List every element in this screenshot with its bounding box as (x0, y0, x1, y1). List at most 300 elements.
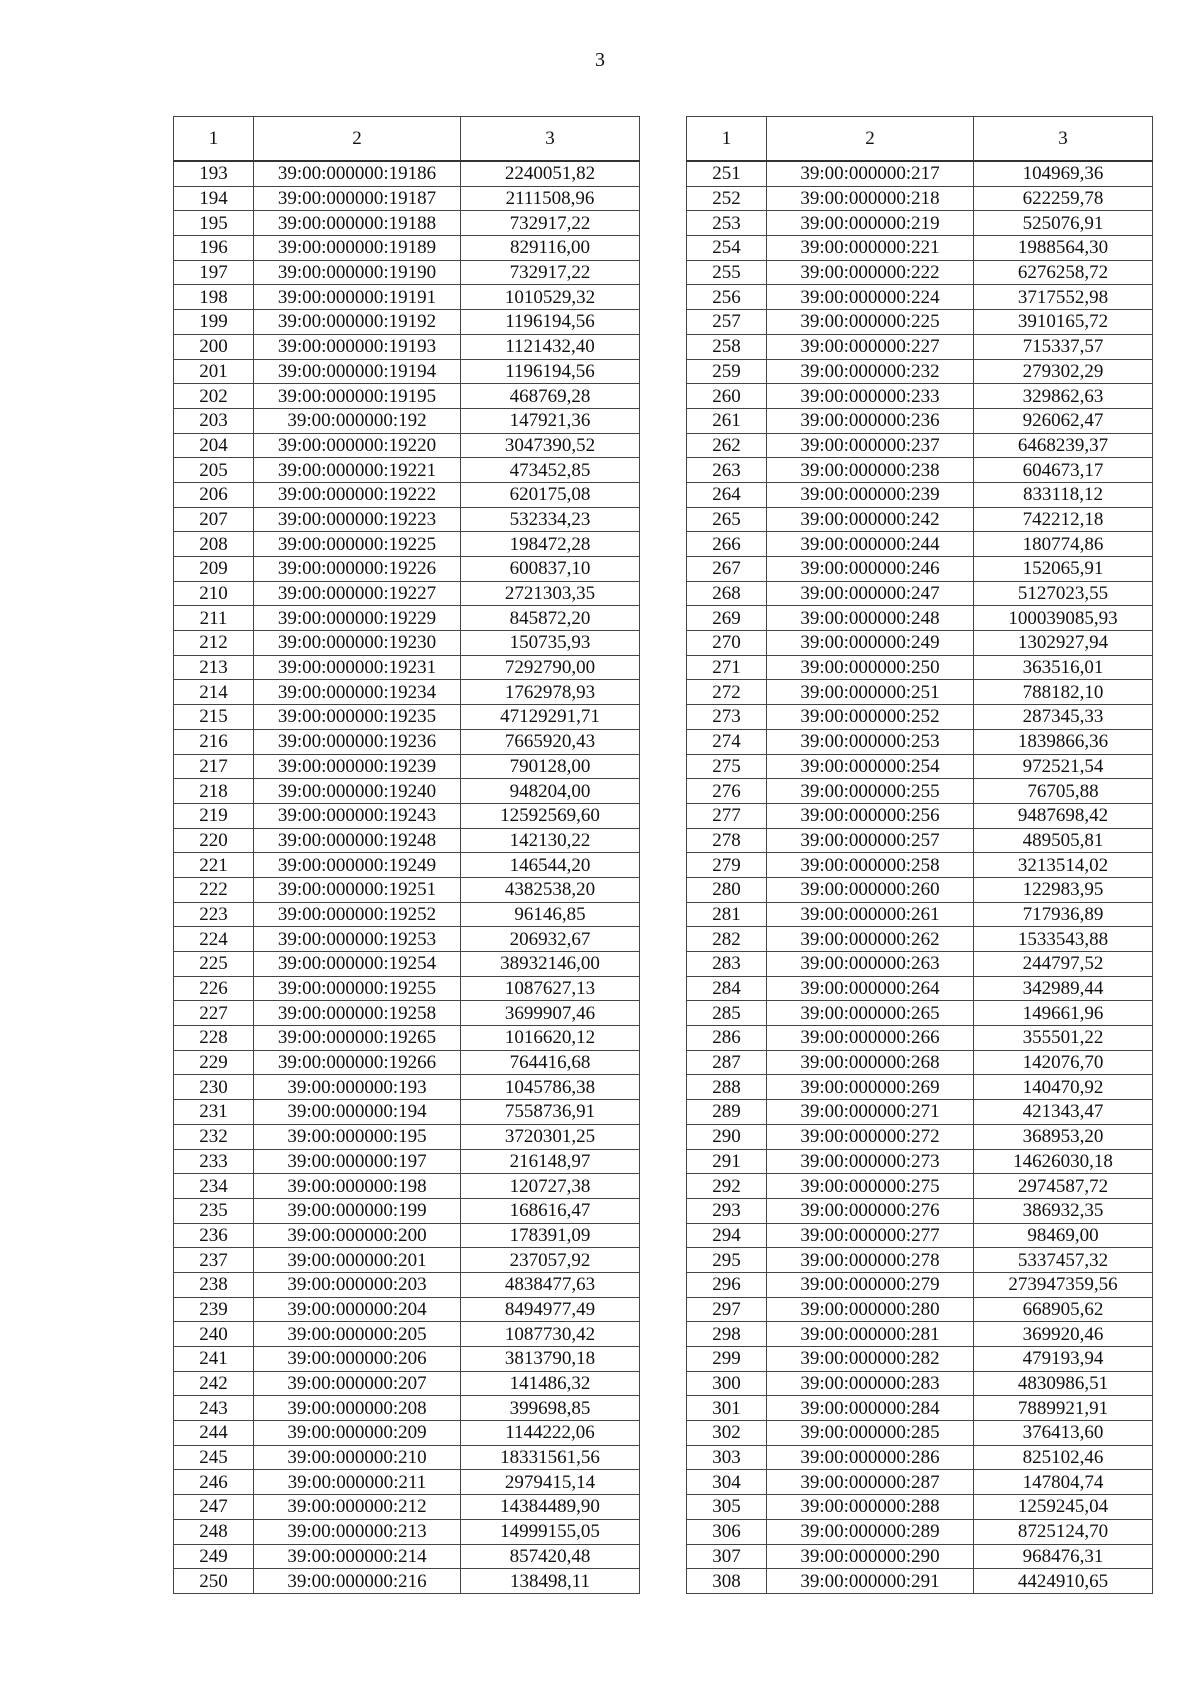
row-number-cell: 213 (174, 655, 254, 680)
table-row (174, 1026, 640, 1051)
table-row (687, 927, 1153, 952)
table-row (687, 1445, 1153, 1470)
value-cell: 147804,74 (974, 1470, 1153, 1495)
value-cell: 1010529,32 (461, 285, 640, 310)
value-cell: 3699907,46 (461, 1001, 640, 1026)
value-cell: 98469,00 (974, 1223, 1153, 1248)
value-cell: 7889921,91 (974, 1396, 1153, 1421)
cadastral-id-cell: 39:00:000000:212 (254, 1495, 461, 1520)
cadastral-id-cell: 39:00:000000:258 (767, 853, 974, 878)
row-number-cell: 308 (687, 1569, 767, 1594)
table-row (174, 433, 640, 458)
row-number-cell: 243 (174, 1396, 254, 1421)
table-row (174, 1272, 640, 1297)
cadastral-id-cell: 39:00:000000:242 (767, 507, 974, 532)
row-number-cell: 238 (174, 1272, 254, 1297)
value-cell: 1839866,36 (974, 729, 1153, 754)
cadastral-id-cell: 39:00:000000:280 (767, 1297, 974, 1322)
row-number-cell: 273 (687, 705, 767, 730)
value-cell: 2974587,72 (974, 1174, 1153, 1199)
row-number-cell: 282 (687, 927, 767, 952)
row-number-cell: 254 (687, 236, 767, 261)
table-row (174, 1347, 640, 1372)
cadastral-id-cell: 39:00:000000:279 (767, 1272, 974, 1297)
cadastral-id-cell: 39:00:000000:217 (767, 161, 974, 186)
table-row (687, 1569, 1153, 1594)
value-cell: 2111508,96 (461, 186, 640, 211)
cadastral-id-cell: 39:00:000000:282 (767, 1347, 974, 1372)
column-header-number: 1 (687, 117, 767, 162)
table-row (687, 433, 1153, 458)
row-number-cell: 274 (687, 729, 767, 754)
value-cell: 968476,31 (974, 1544, 1153, 1569)
value-cell: 355501,22 (974, 1026, 1153, 1051)
value-cell: 5127023,55 (974, 581, 1153, 606)
row-number-cell: 247 (174, 1495, 254, 1520)
table-row (687, 655, 1153, 680)
value-cell: 833118,12 (974, 482, 1153, 507)
row-number-cell: 206 (174, 482, 254, 507)
cadastral-id-cell: 39:00:000000:218 (767, 186, 974, 211)
row-number-cell: 221 (174, 853, 254, 878)
table-row (174, 532, 640, 557)
table-row (174, 1124, 640, 1149)
table-row (687, 458, 1153, 483)
row-number-cell: 246 (174, 1470, 254, 1495)
row-number-cell: 297 (687, 1297, 767, 1322)
row-number-cell: 288 (687, 1075, 767, 1100)
row-number-cell: 250 (174, 1569, 254, 1594)
row-number-cell: 283 (687, 952, 767, 977)
cadastral-id-cell: 39:00:000000:277 (767, 1223, 974, 1248)
cadastral-id-cell: 39:00:000000:283 (767, 1371, 974, 1396)
row-number-cell: 193 (174, 161, 254, 186)
cadastral-id-cell: 39:00:000000:19227 (254, 581, 461, 606)
row-number-cell: 270 (687, 631, 767, 656)
value-cell: 142130,22 (461, 828, 640, 853)
row-number-cell: 276 (687, 779, 767, 804)
value-cell: 3813790,18 (461, 1347, 640, 1372)
table-row (174, 384, 640, 409)
row-number-cell: 280 (687, 877, 767, 902)
cadastral-id-cell: 39:00:000000:276 (767, 1198, 974, 1223)
value-cell: 7558736,91 (461, 1100, 640, 1125)
table-row (174, 1421, 640, 1446)
value-cell: 845872,20 (461, 606, 640, 631)
cadastral-id-cell: 39:00:000000:19192 (254, 310, 461, 335)
table-row (687, 828, 1153, 853)
cadastral-id-cell: 39:00:000000:219 (767, 211, 974, 236)
row-number-cell: 260 (687, 384, 767, 409)
row-number-cell: 294 (687, 1223, 767, 1248)
table-row (687, 1396, 1153, 1421)
table-row (687, 1297, 1153, 1322)
row-number-cell: 296 (687, 1272, 767, 1297)
table-row (174, 310, 640, 335)
row-number-cell: 237 (174, 1248, 254, 1273)
table-row (174, 1198, 640, 1223)
cadastral-id-cell: 39:00:000000:216 (254, 1569, 461, 1594)
value-cell: 4382538,20 (461, 877, 640, 902)
table-row (687, 557, 1153, 582)
value-cell: 1259245,04 (974, 1495, 1153, 1520)
value-cell: 376413,60 (974, 1421, 1153, 1446)
table-row (687, 1371, 1153, 1396)
row-number-cell: 225 (174, 952, 254, 977)
table-row (174, 853, 640, 878)
value-cell: 146544,20 (461, 853, 640, 878)
value-cell: 18331561,56 (461, 1445, 640, 1470)
cadastral-id-cell: 39:00:000000:285 (767, 1421, 974, 1446)
table-row (174, 482, 640, 507)
table-row (687, 1223, 1153, 1248)
row-number-cell: 202 (174, 384, 254, 409)
row-number-cell: 207 (174, 507, 254, 532)
value-cell: 198472,28 (461, 532, 640, 557)
value-cell: 489505,81 (974, 828, 1153, 853)
table-row (174, 952, 640, 977)
cadastral-id-cell: 39:00:000000:237 (767, 433, 974, 458)
row-number-cell: 240 (174, 1322, 254, 1347)
cadastral-id-cell: 39:00:000000:221 (767, 236, 974, 261)
cadastral-id-cell: 39:00:000000:19189 (254, 236, 461, 261)
row-number-cell: 233 (174, 1149, 254, 1174)
value-cell: 825102,46 (974, 1445, 1153, 1470)
row-number-cell: 299 (687, 1347, 767, 1372)
table-row (174, 260, 640, 285)
value-cell: 363516,01 (974, 655, 1153, 680)
value-cell: 6276258,72 (974, 260, 1153, 285)
table-row (174, 1445, 640, 1470)
row-number-cell: 290 (687, 1124, 767, 1149)
table-row (174, 161, 640, 186)
value-cell: 12592569,60 (461, 803, 640, 828)
value-cell: 6468239,37 (974, 433, 1153, 458)
cadastral-id-cell: 39:00:000000:19252 (254, 902, 461, 927)
cadastral-id-cell: 39:00:000000:211 (254, 1470, 461, 1495)
value-cell: 2240051,82 (461, 161, 640, 186)
value-cell: 14626030,18 (974, 1149, 1153, 1174)
row-number-cell: 298 (687, 1322, 767, 1347)
table-row (687, 186, 1153, 211)
cadastral-id-cell: 39:00:000000:194 (254, 1100, 461, 1125)
cadastral-id-cell: 39:00:000000:286 (767, 1445, 974, 1470)
row-number-cell: 292 (687, 1174, 767, 1199)
value-cell: 1533543,88 (974, 927, 1153, 952)
value-cell: 1196194,56 (461, 310, 640, 335)
cadastral-id-cell: 39:00:000000:222 (767, 260, 974, 285)
cadastral-id-cell: 39:00:000000:200 (254, 1223, 461, 1248)
row-number-cell: 223 (174, 902, 254, 927)
value-cell: 764416,68 (461, 1050, 640, 1075)
cadastral-id-cell: 39:00:000000:256 (767, 803, 974, 828)
row-number-cell: 264 (687, 482, 767, 507)
value-cell: 142076,70 (974, 1050, 1153, 1075)
cadastral-id-cell: 39:00:000000:19195 (254, 384, 461, 409)
value-cell: 717936,89 (974, 902, 1153, 927)
row-number-cell: 199 (174, 310, 254, 335)
table-row (687, 680, 1153, 705)
value-cell: 3717552,98 (974, 285, 1153, 310)
cadastral-id-cell: 39:00:000000:19223 (254, 507, 461, 532)
cadastral-id-cell: 39:00:000000:260 (767, 877, 974, 902)
cadastral-id-cell: 39:00:000000:204 (254, 1297, 461, 1322)
cadastral-id-cell: 39:00:000000:19194 (254, 359, 461, 384)
table-row (174, 507, 640, 532)
cadastral-id-cell: 39:00:000000:19235 (254, 705, 461, 730)
row-number-cell: 201 (174, 359, 254, 384)
table-header-row (687, 117, 1153, 162)
row-number-cell: 295 (687, 1248, 767, 1273)
cadastral-id-cell: 39:00:000000:208 (254, 1396, 461, 1421)
value-cell: 1302927,94 (974, 631, 1153, 656)
row-number-cell: 306 (687, 1519, 767, 1544)
value-cell: 421343,47 (974, 1100, 1153, 1125)
value-cell: 138498,11 (461, 1569, 640, 1594)
value-cell: 479193,94 (974, 1347, 1153, 1372)
table-row (687, 705, 1153, 730)
value-cell: 1144222,06 (461, 1421, 640, 1446)
row-number-cell: 236 (174, 1223, 254, 1248)
row-number-cell: 196 (174, 236, 254, 261)
table-row (687, 408, 1153, 433)
value-cell: 180774,86 (974, 532, 1153, 557)
cadastral-id-cell: 39:00:000000:197 (254, 1149, 461, 1174)
row-number-cell: 234 (174, 1174, 254, 1199)
row-number-cell: 195 (174, 211, 254, 236)
row-number-cell: 252 (687, 186, 767, 211)
row-number-cell: 301 (687, 1396, 767, 1421)
table-row (687, 334, 1153, 359)
row-number-cell: 214 (174, 680, 254, 705)
value-cell: 399698,85 (461, 1396, 640, 1421)
cadastral-id-cell: 39:00:000000:290 (767, 1544, 974, 1569)
table-row (174, 557, 640, 582)
cadastral-id-cell: 39:00:000000:250 (767, 655, 974, 680)
value-cell: 829116,00 (461, 236, 640, 261)
table-row (687, 853, 1153, 878)
row-number-cell: 245 (174, 1445, 254, 1470)
cadastral-id-cell: 39:00:000000:255 (767, 779, 974, 804)
value-cell: 4830986,51 (974, 1371, 1153, 1396)
value-cell: 369920,46 (974, 1322, 1153, 1347)
value-cell: 38932146,00 (461, 952, 640, 977)
table-row (174, 1297, 640, 1322)
row-number-cell: 293 (687, 1198, 767, 1223)
row-number-cell: 271 (687, 655, 767, 680)
row-number-cell: 239 (174, 1297, 254, 1322)
value-cell: 168616,47 (461, 1198, 640, 1223)
value-cell: 604673,17 (974, 458, 1153, 483)
value-cell: 8725124,70 (974, 1519, 1153, 1544)
value-cell: 5337457,32 (974, 1248, 1153, 1273)
value-cell: 152065,91 (974, 557, 1153, 582)
table-row (174, 211, 640, 236)
cadastral-id-cell: 39:00:000000:198 (254, 1174, 461, 1199)
column-header-value: 3 (461, 117, 640, 162)
cadastral-id-cell: 39:00:000000:19248 (254, 828, 461, 853)
table-row (687, 877, 1153, 902)
row-number-cell: 242 (174, 1371, 254, 1396)
cadastral-id-cell: 39:00:000000:291 (767, 1569, 974, 1594)
table-row (687, 779, 1153, 804)
table-row (174, 186, 640, 211)
table-row (174, 236, 640, 261)
value-cell: 273947359,56 (974, 1272, 1153, 1297)
cadastral-id-cell: 39:00:000000:268 (767, 1050, 974, 1075)
value-cell: 279302,29 (974, 359, 1153, 384)
cadastral-id-cell: 39:00:000000:289 (767, 1519, 974, 1544)
table-row (687, 1519, 1153, 1544)
table-row (687, 803, 1153, 828)
cadastral-id-cell: 39:00:000000:19234 (254, 680, 461, 705)
table-row (687, 532, 1153, 557)
row-number-cell: 303 (687, 1445, 767, 1470)
table-row (687, 976, 1153, 1001)
table-row (174, 359, 640, 384)
table-row (174, 705, 640, 730)
table-row (687, 310, 1153, 335)
row-number-cell: 217 (174, 754, 254, 779)
table-row (687, 507, 1153, 532)
row-number-cell: 241 (174, 1347, 254, 1372)
table-row (687, 285, 1153, 310)
table-row (687, 260, 1153, 285)
cadastral-id-cell: 39:00:000000:287 (767, 1470, 974, 1495)
row-number-cell: 205 (174, 458, 254, 483)
value-cell: 2721303,35 (461, 581, 640, 606)
row-number-cell: 253 (687, 211, 767, 236)
value-cell: 1121432,40 (461, 334, 640, 359)
value-cell: 600837,10 (461, 557, 640, 582)
cadastral-id-cell: 39:00:000000:214 (254, 1544, 461, 1569)
table-row (174, 976, 640, 1001)
row-number-cell: 287 (687, 1050, 767, 1075)
value-cell: 525076,91 (974, 211, 1153, 236)
table-row (174, 1569, 640, 1594)
value-cell: 4424910,65 (974, 1569, 1153, 1594)
value-cell: 342989,44 (974, 976, 1153, 1001)
cadastral-id-cell: 39:00:000000:281 (767, 1322, 974, 1347)
cadastral-id-cell: 39:00:000000:210 (254, 1445, 461, 1470)
cadastral-id-cell: 39:00:000000:254 (767, 754, 974, 779)
table-row (687, 1124, 1153, 1149)
cadastral-id-cell: 39:00:000000:19188 (254, 211, 461, 236)
cadastral-id-cell: 39:00:000000:203 (254, 1272, 461, 1297)
row-number-cell: 229 (174, 1050, 254, 1075)
cadastral-id-cell: 39:00:000000:19220 (254, 433, 461, 458)
cadastral-id-cell: 39:00:000000:19222 (254, 482, 461, 507)
table-row (687, 1198, 1153, 1223)
row-number-cell: 219 (174, 803, 254, 828)
table-row (174, 1322, 640, 1347)
row-number-cell: 204 (174, 433, 254, 458)
row-number-cell: 256 (687, 285, 767, 310)
row-number-cell: 257 (687, 310, 767, 335)
row-number-cell: 249 (174, 1544, 254, 1569)
table-row (687, 1001, 1153, 1026)
row-number-cell: 267 (687, 557, 767, 582)
cadastral-id-cell: 39:00:000000:233 (767, 384, 974, 409)
table-row (174, 1544, 640, 1569)
cadastral-id-cell: 39:00:000000:19265 (254, 1026, 461, 1051)
value-cell: 1196194,56 (461, 359, 640, 384)
value-cell: 206932,67 (461, 927, 640, 952)
cadastral-id-cell: 39:00:000000:19239 (254, 754, 461, 779)
table-row (174, 779, 640, 804)
row-number-cell: 212 (174, 631, 254, 656)
table-row (687, 359, 1153, 384)
value-cell: 1016620,12 (461, 1026, 640, 1051)
value-cell: 788182,10 (974, 680, 1153, 705)
cadastral-id-cell: 39:00:000000:253 (767, 729, 974, 754)
value-cell: 178391,09 (461, 1223, 640, 1248)
value-cell: 147921,36 (461, 408, 640, 433)
value-cell: 3910165,72 (974, 310, 1153, 335)
cadastral-id-cell: 39:00:000000:213 (254, 1519, 461, 1544)
table-row (174, 1050, 640, 1075)
table-row (174, 285, 640, 310)
table-row (174, 1075, 640, 1100)
cadastral-id-cell: 39:00:000000:249 (767, 631, 974, 656)
table-row (174, 1396, 640, 1421)
registry-table-left (173, 116, 640, 1594)
value-cell: 857420,48 (461, 1544, 640, 1569)
row-number-cell: 248 (174, 1519, 254, 1544)
value-cell: 3720301,25 (461, 1124, 640, 1149)
cadastral-id-cell: 39:00:000000:263 (767, 952, 974, 977)
row-number-cell: 291 (687, 1149, 767, 1174)
value-cell: 473452,85 (461, 458, 640, 483)
value-cell: 14999155,05 (461, 1519, 640, 1544)
row-number-cell: 235 (174, 1198, 254, 1223)
cadastral-id-cell: 39:00:000000:262 (767, 927, 974, 952)
table-row (687, 1075, 1153, 1100)
row-number-cell: 210 (174, 581, 254, 606)
row-number-cell: 258 (687, 334, 767, 359)
table-row (687, 729, 1153, 754)
value-cell: 1762978,93 (461, 680, 640, 705)
cadastral-id-cell: 39:00:000000:225 (767, 310, 974, 335)
column-header-value: 3 (974, 117, 1153, 162)
cadastral-id-cell: 39:00:000000:19249 (254, 853, 461, 878)
table-row (687, 161, 1153, 186)
cadastral-id-cell: 39:00:000000:19255 (254, 976, 461, 1001)
table-row (174, 631, 640, 656)
row-number-cell: 275 (687, 754, 767, 779)
cadastral-id-cell: 39:00:000000:19187 (254, 186, 461, 211)
table-row (687, 1248, 1153, 1273)
row-number-cell: 220 (174, 828, 254, 853)
cadastral-id-cell: 39:00:000000:246 (767, 557, 974, 582)
row-number-cell: 230 (174, 1075, 254, 1100)
table-row (174, 729, 640, 754)
table-row (687, 754, 1153, 779)
value-cell: 1087730,42 (461, 1322, 640, 1347)
cadastral-id-cell: 39:00:000000:247 (767, 581, 974, 606)
table-row (174, 1001, 640, 1026)
value-cell: 3047390,52 (461, 433, 640, 458)
table-row (687, 1272, 1153, 1297)
row-number-cell: 251 (687, 161, 767, 186)
table-row (687, 631, 1153, 656)
table-row (174, 902, 640, 927)
table-row (687, 1495, 1153, 1520)
row-number-cell: 203 (174, 408, 254, 433)
table-row (687, 1421, 1153, 1446)
cadastral-id-cell: 39:00:000000:272 (767, 1124, 974, 1149)
table-header-row (174, 117, 640, 162)
